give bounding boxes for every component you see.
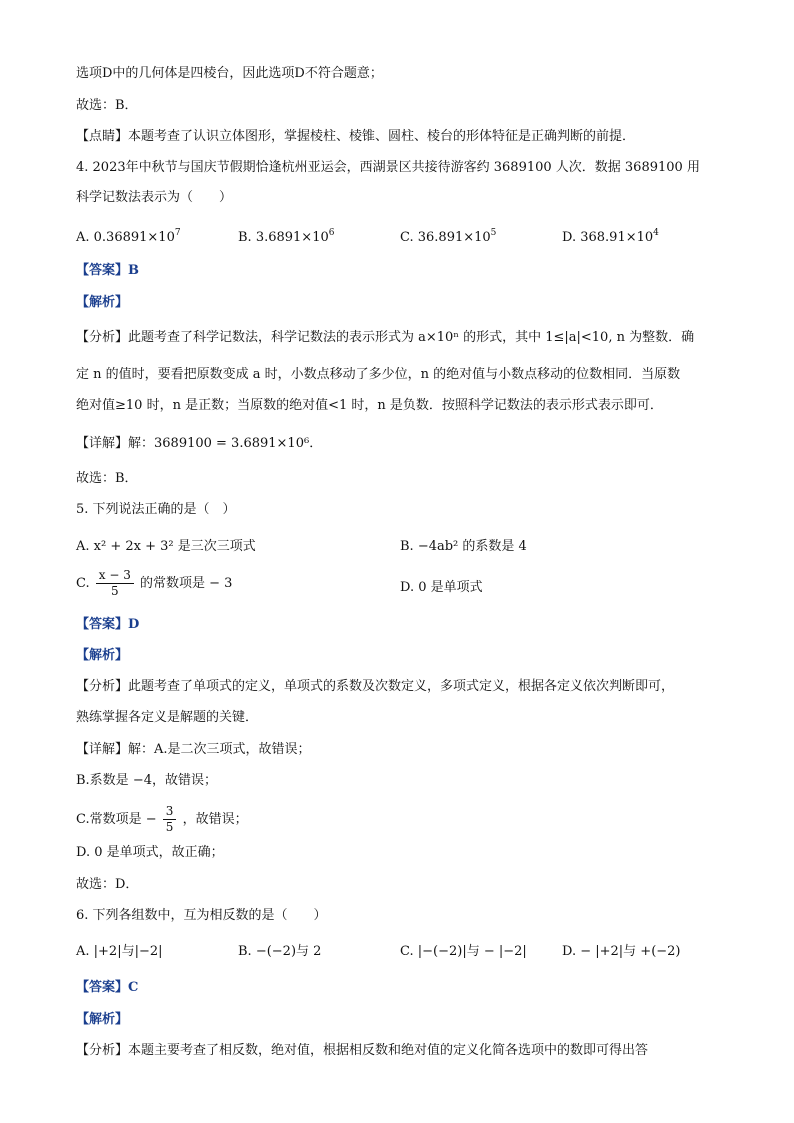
q6-option-a: A. |+2|与|−2| — [76, 944, 163, 959]
q4-option-c: C. $36.891\times 10^5$ — [400, 228, 497, 245]
q5-jiexi: 【解析】 — [76, 648, 129, 663]
text-line: 选项D中的几何体是四棱台，因此选项D不符合题意； — [76, 66, 383, 81]
q4-answer: 【答案】B — [76, 263, 139, 278]
question-4-stem-cont: 科学记数法表示为（ ） — [76, 190, 233, 205]
fraction: $\frac{x - 3}{5}$ — [96, 568, 134, 599]
text-line: 故选：B． — [76, 98, 138, 113]
q5-detail-line: D. 0 是单项式，故正确； — [76, 845, 224, 860]
q5-choose: 故选：D． — [76, 877, 139, 892]
q5-detail-line: C.常数项是 − $\frac{3}{5}$ ，故错误； — [76, 804, 248, 834]
q5-detail-line: B.系数是 −4，故错误； — [76, 773, 217, 788]
question-6-stem: 6. 下列各组数中，互为相反数的是（ ） — [76, 908, 327, 923]
q4-jiexi: 【解析】 — [76, 295, 129, 310]
question-5-stem: 5. 下列说法正确的是（ ） — [76, 502, 236, 517]
q5-option-a: A. x² + 2x + 3² 是三次三项式 — [76, 539, 256, 554]
q5-option-d: D. 0 是单项式 — [400, 580, 483, 595]
q4-detail: 【详解】解：3689100 = 3.6891×10⁶． — [76, 436, 323, 451]
q4-option-a: A. $0.36891\times 10^7$ — [76, 228, 181, 245]
q5-option-b: B. −4ab² 的系数是 4 — [400, 539, 527, 554]
q4-choose: 故选：B． — [76, 471, 138, 486]
q5-answer: 【答案】D — [76, 617, 140, 632]
q5-option-c: C. $\frac{x - 3}{5}$ 的常数项是 − 3 — [76, 568, 233, 598]
dianjing-note: 【点睛】本题考查了认识立体图形，掌握棱柱、棱锥、圆柱、棱台的形体特征是正确判断的前提． — [76, 129, 636, 144]
q5-analysis-line: 熟练掌握各定义是解题的关键． — [76, 710, 259, 725]
q4-option-b: B. $3.6891\times 10^6$ — [238, 228, 335, 245]
q6-option-c: C. |−(−2)|与 − |−2| — [400, 944, 527, 959]
q6-option-d: D. − |+2|与 +(−2) — [562, 944, 681, 959]
question-4-stem: 4. 2023年中秋节与国庆节假期恰逢杭州亚运会，西湖景区共接待游客约 3689100 人次．数据 3689100 用 — [76, 160, 700, 175]
q4-analysis-line: 【分析】此题考查了科学记数法，科学记数法的表示形式为 a×10ⁿ 的形式，其中 1≤|a|<10, n 为整数．确 — [76, 330, 695, 345]
q6-jiexi: 【解析】 — [76, 1012, 129, 1027]
q4-analysis-line: 绝对值≥10 时，n 是正数；当原数的绝对值<1 时，n 是负数．按照科学记数法的表示形式表示即可． — [76, 398, 663, 413]
q4-analysis-line: 定 n 的值时，要看把原数变成 a 时，小数点移动了多少位，n 的绝对值与小数点移动的位数相同．当原数 — [76, 367, 681, 382]
q6-analysis-line: 【分析】本题主要考查了相反数，绝对值，根据相反数和绝对值的定义化简各选项中的数即可得出答 — [76, 1043, 649, 1058]
q5-detail-line: 【详解】解：A.是二次三项式，故错误； — [76, 742, 311, 757]
q6-answer: 【答案】C — [76, 980, 139, 995]
fraction: $\frac{3}{5}$ — [163, 804, 177, 835]
q4-option-d: D. $368.91\times 10^4$ — [562, 228, 659, 245]
q5-analysis-line: 【分析】此题考查了单项式的定义，单项式的系数及次数定义，多项式定义，根据各定义依次判断即可， — [76, 679, 675, 694]
q6-option-b: B. −(−2)与 2 — [238, 944, 322, 959]
